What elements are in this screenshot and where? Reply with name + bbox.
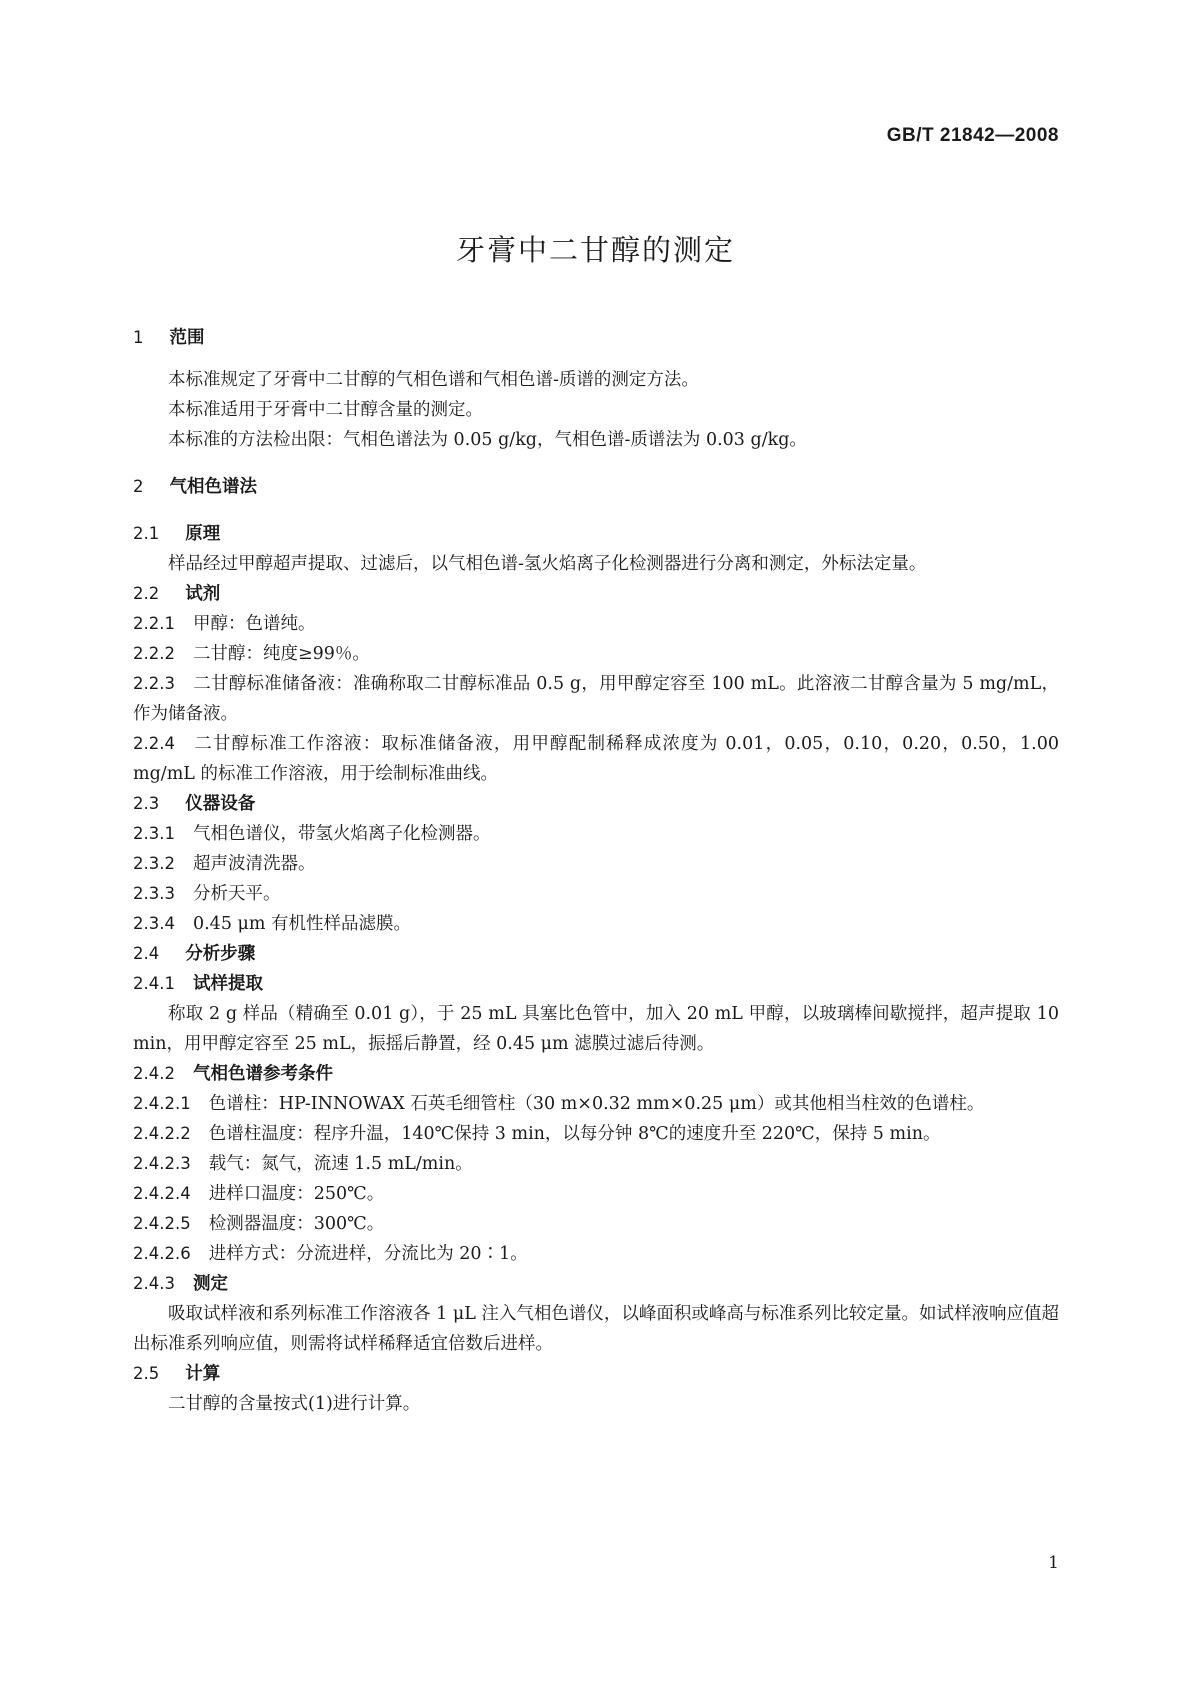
clause [133,609,1059,639]
clause-text: 色谱柱：HP-INNOWAX 石英毛细管柱（30 m×0.32 mm×0.25 μm）或其他相当柱效的色谱柱。 [208,1094,985,1114]
clause [133,1119,1059,1149]
subsection-heading [133,579,1059,609]
clause-number: 2.4.2.6 [133,1244,191,1263]
clause-number: 2.2.3 [133,674,175,693]
clause [133,1179,1059,1209]
clause [133,729,1059,789]
document-body [133,323,1059,1419]
clause-text: 甲醇：色谱纯。 [192,614,316,634]
clause-text: 二甘醇：纯度≥99％。 [192,644,370,664]
clause [133,849,1059,879]
clause-number: 2.4.2.2 [133,1124,191,1143]
clause-text: 超声波清洗器。 [192,854,316,874]
clause-number: 2.4.2.4 [133,1184,191,1203]
section-number: 2 [133,477,144,496]
clause-number: 2.3.4 [133,914,175,933]
clause [133,669,1059,729]
subsection-title: 试剂 [185,584,221,604]
subsection-number: 2.1 [133,524,160,543]
subsection-title: 原理 [185,524,221,544]
clause [133,1239,1059,1269]
clause-text: 分析天平。 [192,884,281,904]
subsection-heading [133,1269,1059,1299]
clause-text: 二甘醇标准储备液：准确称取二甘醇标准品 0.5 g，用甲醇定容至 100 mL。此溶液二甘醇含量为 5 mg/mL，作为储备液。 [133,674,1059,724]
subsection-title: 仪器设备 [185,794,256,814]
clause-number: 2.3.3 [133,884,175,903]
clause-number: 2.3.1 [133,824,175,843]
clause-number: 2.4.2.5 [133,1214,191,1233]
subsection-title: 测定 [192,1274,228,1294]
clause-text: 气相色谱仪，带氢火焰离子化检测器。 [192,824,491,844]
clause-text: 检测器温度：300℃。 [208,1214,385,1234]
subsection-number: 2.4.1 [133,974,175,993]
clause-number: 2.4.2.1 [133,1094,191,1113]
page-number: 1 [1048,1553,1059,1573]
clause [133,1209,1059,1239]
subsection-number: 2.4 [133,944,160,963]
clause-text: 色谱柱温度：程序升温，140℃保持 3 min，以每分钟 8℃的速度升至 220℃，保持 5 min。 [208,1124,941,1144]
subsection-number: 2.4.2 [133,1064,175,1083]
clause [133,639,1059,669]
clause-text: 进样方式：分流进样，分流比为 20∶1。 [208,1244,528,1264]
clause [133,1149,1059,1179]
standard-code: GB/T 21842—2008 [886,125,1059,146]
subsection-title: 计算 [185,1364,221,1384]
subsection-heading [133,969,1059,999]
document-title: 牙膏中二甘醇的测定 [455,233,735,267]
clause [133,1089,1059,1119]
subsection-number: 2.5 [133,1364,160,1383]
section-title: 范围 [169,328,205,348]
paragraph: 本标准规定了牙膏中二甘醇的气相色谱和气相色谱-质谱的测定方法。 [168,370,699,390]
subsection-heading [133,789,1059,819]
section-heading-2 [133,472,1059,502]
subsection-number: 2.2 [133,584,160,603]
paragraph: 本标准适用于牙膏中二甘醇含量的测定。 [168,400,483,420]
subsection-heading [133,519,1059,549]
clause-text: 载气：氮气，流速 1.5 mL/min。 [208,1154,473,1174]
subsection-heading [133,939,1059,969]
paragraph: 二甘醇的含量按式(1)进行计算。 [168,1394,421,1414]
paragraph: 吸取试样液和系列标准工作溶液各 1 μL 注入气相色谱仪，以峰面积或峰高与标准系列比较定量。如试样液响应值超出标准系列响应值，则需将试样稀释适宜倍数后进样。 [133,1304,1059,1354]
paragraph: 样品经过甲醇超声提取、过滤后，以气相色谱-氢火焰离子化检测器进行分离和测定，外标法定量。 [168,554,927,574]
subsection-number: 2.3 [133,794,160,813]
clause-number: 2.3.2 [133,854,175,873]
clause-number: 2.2.2 [133,644,175,663]
clause-text: 二甘醇标准工作溶液：取标准储备液，用甲醇配制稀释成浓度为 0.01，0.05，0.10，0.20，0.50，1.00 mg/mL 的标准工作溶液，用于绘制标准曲线。 [133,734,1059,784]
clause-text: 0.45 μm 有机性样品滤膜。 [192,914,412,934]
clause-number: 2.4.2.3 [133,1154,191,1173]
clause-text: 进样口温度：250℃。 [208,1184,385,1204]
section-number: 1 [133,328,144,347]
clause [133,909,1059,939]
paragraph: 本标准的方法检出限：气相色谱法为 0.05 g/kg，气相色谱-质谱法为 0.03 g/kg。 [168,430,807,450]
section-heading-1 [133,323,1059,353]
subsection-title: 气相色谱参考条件 [192,1064,333,1084]
clause-number: 2.2.1 [133,614,175,633]
subsection-heading [133,1059,1059,1089]
subsection-title: 试样提取 [192,974,263,994]
clause [133,819,1059,849]
subsection-number: 2.4.3 [133,1274,175,1293]
clause-number: 2.2.4 [133,734,175,753]
clause [133,879,1059,909]
subsection-heading [133,1359,1059,1389]
paragraph: 称取 2 g 样品（精确至 0.01 g），于 25 mL 具塞比色管中，加入 20 mL 甲醇，以玻璃棒间歇搅拌，超声提取 10 min，用甲醇定容至 25 mL，振摇后静置，经 0.45 μm 滤膜过滤后待测。 [133,1004,1059,1054]
subsection-title: 分析步骤 [185,944,256,964]
section-title: 气相色谱法 [169,477,257,497]
